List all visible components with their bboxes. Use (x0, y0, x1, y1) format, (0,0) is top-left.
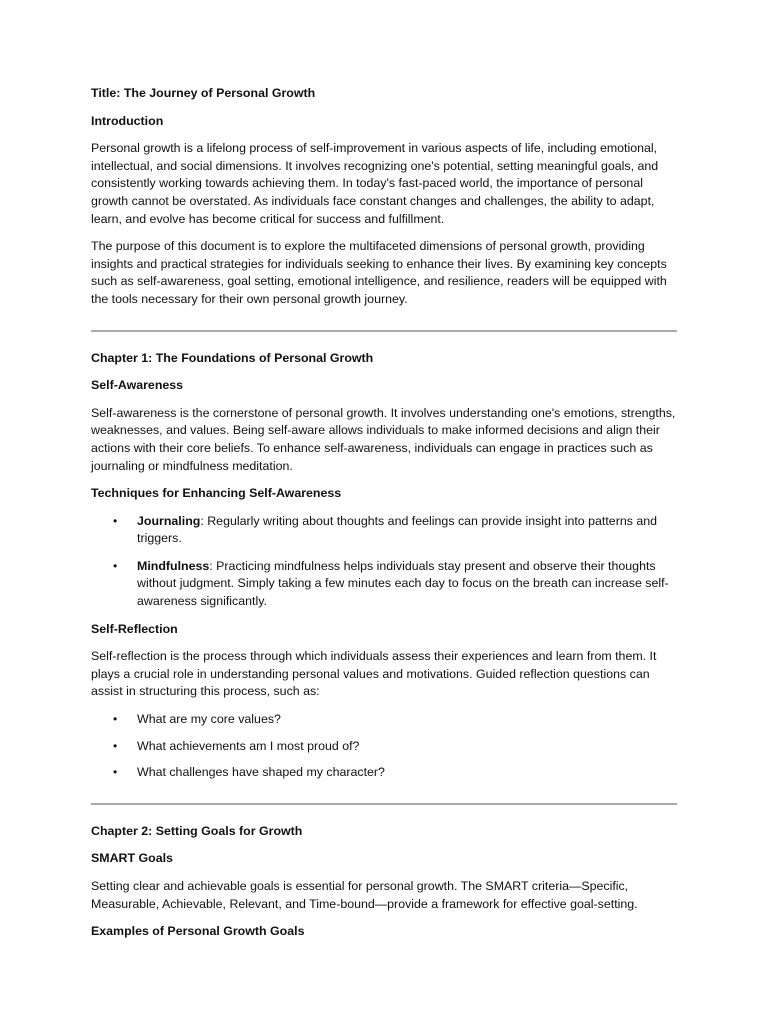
list-item (91, 711, 677, 729)
list-item-text: What are my core values? (137, 712, 281, 727)
chapter-1-heading: Chapter 1: The Foundations of Personal Growth (91, 350, 374, 365)
bullet-icon: • (113, 765, 118, 780)
self-reflection-heading: Self-Reflection (91, 621, 178, 636)
list-item (91, 738, 677, 756)
document-title: Title: The Journey of Personal Growth (91, 86, 316, 100)
section-divider (91, 330, 677, 332)
bullet-icon: • (113, 513, 118, 528)
bullet-icon: • (113, 558, 118, 573)
list-item (91, 558, 677, 611)
bullet-icon: • (113, 738, 118, 753)
techniques-list (91, 513, 677, 611)
chapter-2-heading: Chapter 2: Setting Goals for Growth (91, 823, 303, 838)
list-item-term: Mindfulness (137, 558, 210, 573)
smart-goals-heading: SMART Goals (91, 851, 173, 866)
list-item (91, 764, 677, 782)
list-item-term: Journaling (137, 513, 201, 528)
techniques-heading: Techniques for Enhancing Self-Awareness (91, 486, 342, 501)
self-awareness-paragraph: Self-awareness is the cornerstone of personal growth. It involves understanding one's emotions, strengths, weaknesses, and values. Being self-aware allows individuals to make informed decisions and align their actions with their core beliefs. To enhance self-awareness, individuals can engage in practices such as journaling or mindfulness meditation. (91, 405, 676, 473)
reflection-questions-list (91, 711, 677, 782)
smart-goals-paragraph: Setting clear and achievable goals is essential for personal growth. The SMART criteria—Specific, Measurable, Achievable, Relevant, and Time-bound—provide a framework for effective goal-setting. (91, 879, 638, 911)
examples-heading: Examples of Personal Growth Goals (91, 924, 305, 939)
self-reflection-paragraph: Self-reflection is the process through which individuals assess their experiences and learn from them. It plays a crucial role in understanding personal values and motivations. Guided reflection questions can assist in structuring this process, such as: (91, 649, 657, 699)
list-item (91, 513, 677, 548)
list-item-text: What achievements am I most proud of? (137, 738, 360, 753)
introduction-paragraph-2: The purpose of this document is to explore the multifaceted dimensions of personal growth, providing insights and practical strategies for individuals seeking to enhance their lives. By examining key concepts such as self-awareness, goal setting, emotional intelligence, and resilience, readers will be equipped with the tools necessary for their own personal growth journey. (91, 239, 667, 306)
section-divider (91, 803, 677, 805)
list-item-text: : Regularly writing about thoughts and feelings can provide insight into patterns and triggers. (137, 513, 658, 546)
introduction-heading: Introduction (91, 113, 164, 128)
self-awareness-heading: Self-Awareness (91, 378, 184, 393)
list-item-text: : Practicing mindfulness helps individuals stay present and observe their thoughts without judgment. Simply taking a few minutes each day to focus on the breath can increase self-awareness significantly. (137, 558, 669, 609)
list-item-text: What challenges have shaped my character? (137, 765, 385, 780)
document-page (91, 85, 677, 951)
introduction-paragraph-1: Personal growth is a lifelong process of self-improvement in various aspects of life, including emotional, intellectual, and social dimensions. It involves recognizing one's potential, setting meaningful goals, and consistently working towards achieving them. In today's fast-paced world, the importance of personal growth cannot be overstated. As individuals face constant changes and challenges, the ability to adapt, learn, and evolve has become critical for success and fulfillment. (91, 141, 659, 226)
bullet-icon: • (113, 712, 118, 727)
